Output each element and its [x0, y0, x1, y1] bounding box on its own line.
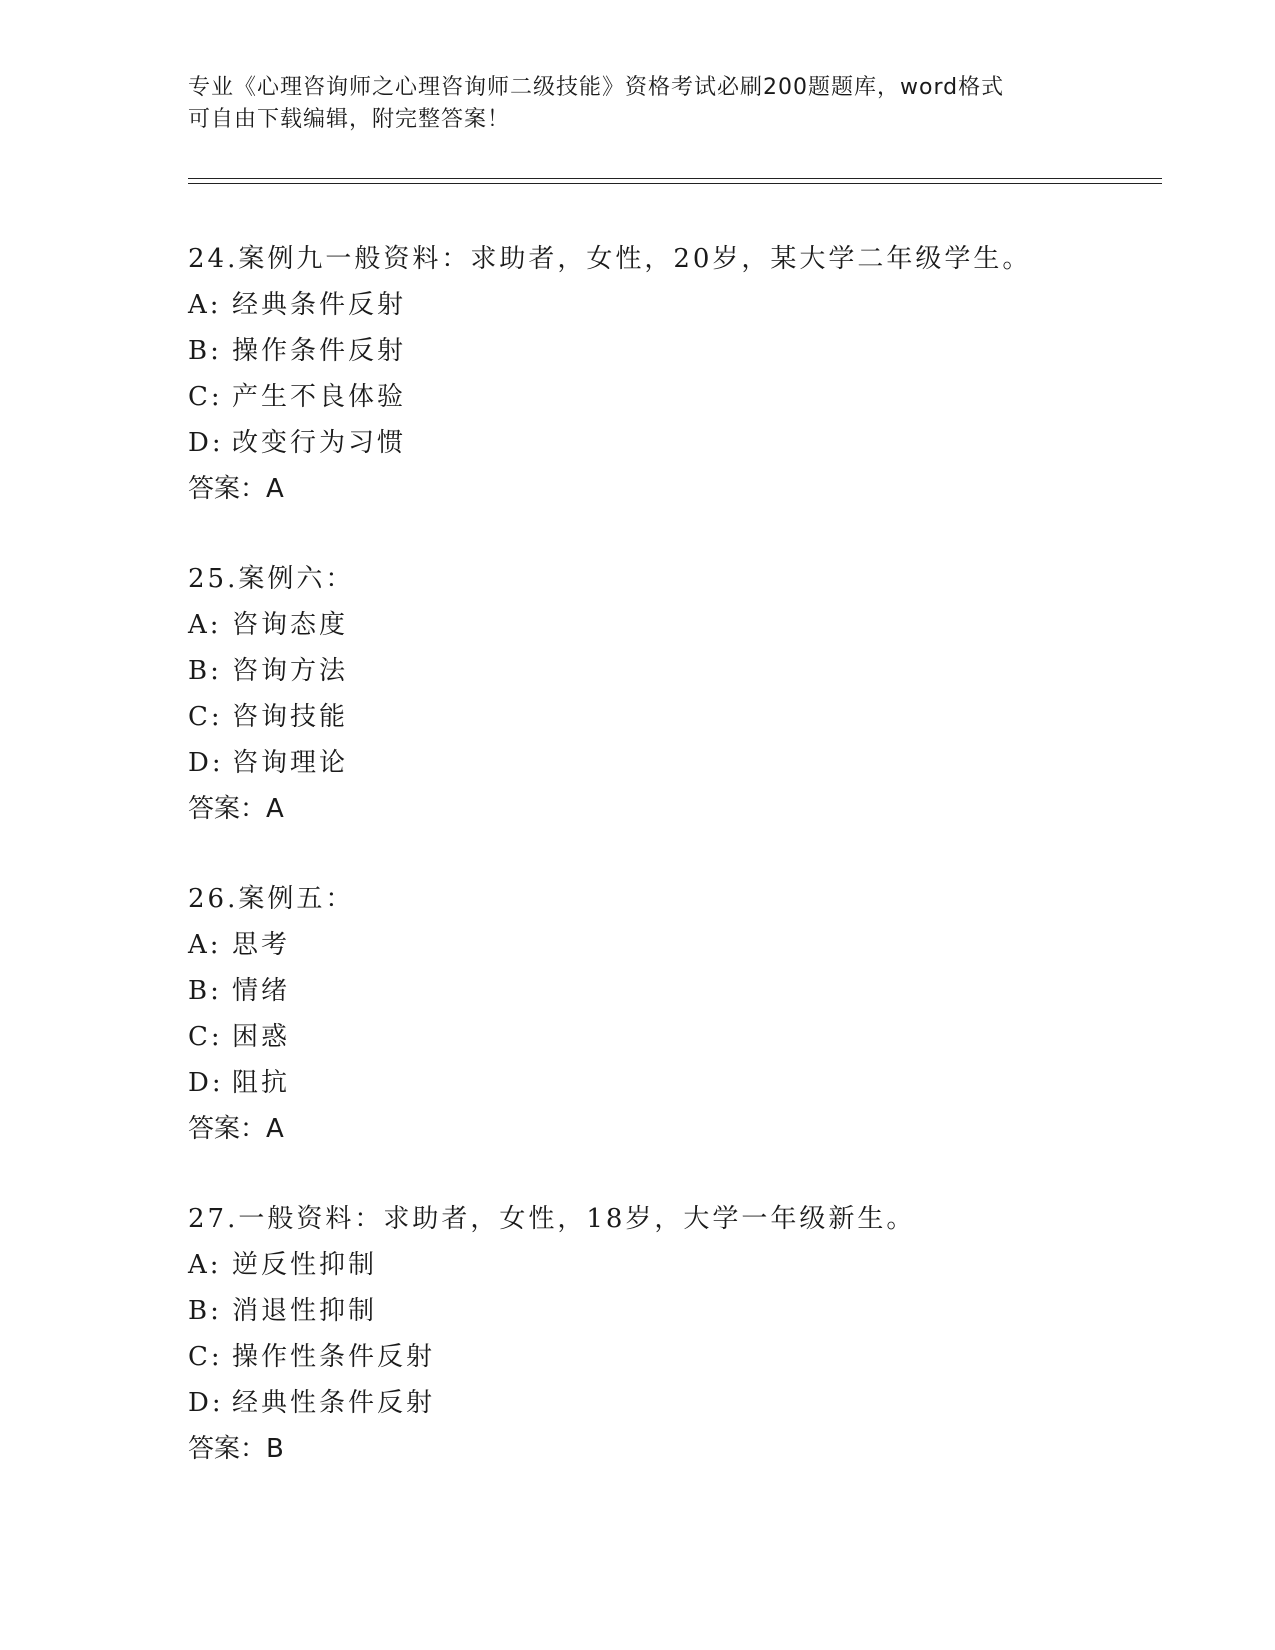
- option-d: [188, 420, 1168, 466]
- option-text: 思考: [232, 930, 291, 960]
- option-key: B:: [188, 656, 222, 686]
- answer-label: 答案：A: [188, 794, 284, 824]
- option-text: 阻抗: [232, 1068, 291, 1098]
- option-text: 咨询态度: [232, 610, 349, 640]
- option-key: B:: [188, 336, 222, 366]
- option-key: B:: [188, 976, 222, 1006]
- option-a: [188, 602, 1168, 648]
- option-key: D:: [188, 748, 224, 778]
- option-text: 消退性抑制: [232, 1296, 378, 1326]
- option-text: 困惑: [232, 1022, 291, 1052]
- option-key: D:: [188, 428, 224, 458]
- option-key: C:: [188, 382, 223, 412]
- question-27: [188, 1196, 1168, 1472]
- option-a: [188, 922, 1168, 968]
- option-text: 操作性条件反射: [232, 1342, 436, 1372]
- option-text: 咨询理论: [232, 748, 349, 778]
- question-26: [188, 876, 1168, 1152]
- option-key: D:: [188, 1388, 224, 1418]
- question-title: 26.案例五：: [188, 884, 355, 914]
- option-d: [188, 1060, 1168, 1106]
- option-text: 经典条件反射: [232, 290, 407, 320]
- question-25: [188, 556, 1168, 832]
- option-a: [188, 1242, 1168, 1288]
- option-c: [188, 1334, 1168, 1380]
- option-key: A:: [188, 1250, 222, 1280]
- option-d: [188, 740, 1168, 786]
- option-key: A:: [188, 610, 222, 640]
- header-line-1: 专业《心理咨询师之心理咨询师二级技能》资格考试必刷200题题库，word格式: [188, 75, 1005, 100]
- option-b: [188, 648, 1168, 694]
- answer-label: 答案：A: [188, 1114, 284, 1144]
- question-title: 24.案例九一般资料：求助者，女性，20岁，某大学二年级学生。: [188, 244, 1032, 274]
- option-c: [188, 694, 1168, 740]
- header-rule-top: [188, 178, 1162, 179]
- question-24: [188, 236, 1168, 512]
- option-c: [188, 374, 1168, 420]
- option-key: A:: [188, 930, 222, 960]
- option-b: [188, 1288, 1168, 1334]
- option-text: 咨询方法: [232, 656, 349, 686]
- option-text: 操作条件反射: [232, 336, 407, 366]
- answer-label: 答案：A: [188, 474, 284, 504]
- option-b: [188, 968, 1168, 1014]
- option-text: 产生不良体验: [232, 382, 407, 412]
- document-header: [188, 72, 1088, 136]
- option-d: [188, 1380, 1168, 1426]
- option-text: 经典性条件反射: [232, 1388, 436, 1418]
- option-a: [188, 282, 1168, 328]
- header-rule-bottom: [188, 183, 1162, 184]
- question-title: 25.案例六：: [188, 564, 355, 594]
- option-c: [188, 1014, 1168, 1060]
- option-key: D:: [188, 1068, 224, 1098]
- option-text: 逆反性抑制: [232, 1250, 378, 1280]
- option-key: C:: [188, 1342, 223, 1372]
- option-b: [188, 328, 1168, 374]
- option-key: B:: [188, 1296, 222, 1326]
- option-text: 改变行为习惯: [232, 428, 407, 458]
- option-key: C:: [188, 1022, 223, 1052]
- option-text: 咨询技能: [232, 702, 349, 732]
- header-line-2: 可自由下载编辑，附完整答案！: [188, 107, 511, 132]
- option-text: 情绪: [232, 976, 291, 1006]
- option-key: C:: [188, 702, 223, 732]
- answer-label: 答案：B: [188, 1434, 284, 1464]
- question-title: 27.一般资料：求助者，女性，18岁，大学一年级新生。: [188, 1204, 916, 1234]
- option-key: A:: [188, 290, 222, 320]
